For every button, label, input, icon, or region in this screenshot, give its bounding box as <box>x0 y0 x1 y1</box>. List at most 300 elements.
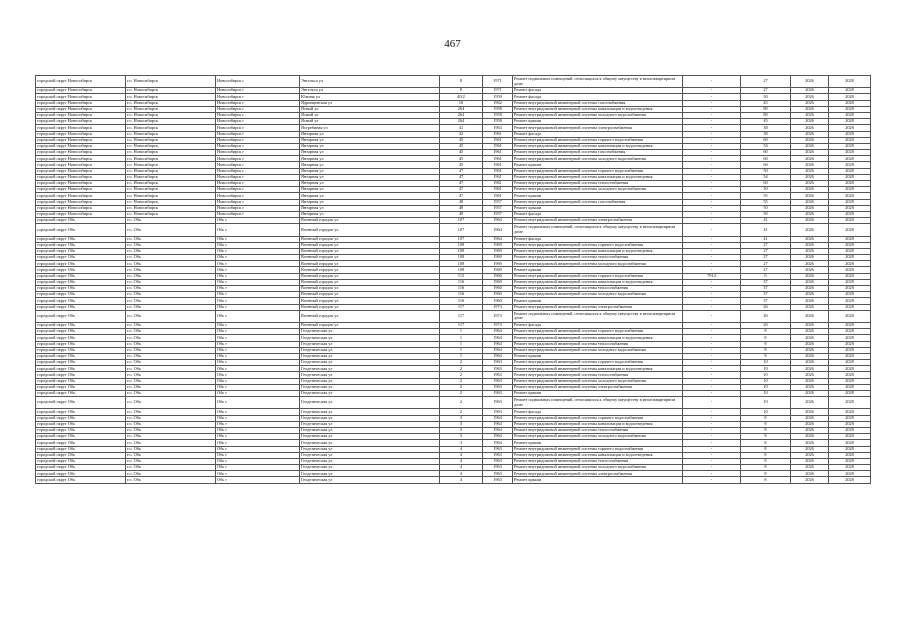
house-number-cell: 47 <box>440 181 483 187</box>
street-cell: Геодезическая ул <box>300 427 440 433</box>
end-year-cell: 2028 <box>829 187 871 193</box>
end-year-cell: 2028 <box>829 409 871 415</box>
municipality-cell: городской округ Новосибирск <box>36 150 126 156</box>
city-cell: Обь г <box>216 341 300 347</box>
locality-district-cell: г.о. Новосибирск <box>126 150 216 156</box>
value-cell: 60 <box>741 162 791 168</box>
street-cell: Янтарная ул <box>300 199 440 205</box>
start-year-cell: 2026 <box>791 162 829 168</box>
area-cell: - <box>683 242 741 248</box>
year-built-cell: 1963 <box>483 391 513 397</box>
municipality-cell: городской округ Новосибирск <box>36 125 126 131</box>
year-built-cell: 1973 <box>483 304 513 310</box>
value-cell: 41 <box>741 218 791 224</box>
city-cell: Новосибирск г <box>216 168 300 174</box>
start-year-cell: 2026 <box>791 106 829 112</box>
area-cell: - <box>683 88 741 94</box>
locality-district-cell: г.о. Новосибирск <box>126 181 216 187</box>
value-cell: 37 <box>741 298 791 304</box>
area-cell: - <box>683 267 741 273</box>
house-number-cell: 107 <box>440 224 483 236</box>
house-number-cell: 108 <box>440 255 483 261</box>
end-year-cell: 2028 <box>829 162 871 168</box>
area-cell: - <box>683 378 741 384</box>
locality-district-cell: г.о. Обь <box>126 248 216 254</box>
city-cell: Обь г <box>216 477 300 483</box>
street-cell: Геодезическая ул <box>300 477 440 483</box>
city-cell: Обь г <box>216 224 300 236</box>
house-number-cell: 2 <box>440 397 483 409</box>
start-year-cell: 2026 <box>791 211 829 217</box>
start-year-cell: 2026 <box>791 273 829 279</box>
area-cell: - <box>683 131 741 137</box>
house-number-cell: 3 <box>440 427 483 433</box>
end-year-cell: 2028 <box>829 94 871 100</box>
city-cell: Новосибирск г <box>216 187 300 193</box>
municipality-cell: городской округ Обь <box>36 335 126 341</box>
year-built-cell: 1971 <box>483 88 513 94</box>
street-cell: Геодезическая ул <box>300 440 440 446</box>
city-cell: Обь г <box>216 236 300 242</box>
work-type-cell: Ремонт внутридомовой инженерной системы холодного водоснабжения <box>513 112 683 118</box>
municipality-cell: городской округ Обь <box>36 452 126 458</box>
value-cell: 27 <box>741 242 791 248</box>
work-type-cell: Ремонт внутридомовой инженерной системы канализации и водоотведения <box>513 143 683 149</box>
end-year-cell: 2028 <box>829 174 871 180</box>
area-cell: - <box>683 187 741 193</box>
municipality-cell: городской округ Обь <box>36 322 126 328</box>
year-built-cell: 1961 <box>483 193 513 199</box>
start-year-cell: 2026 <box>791 261 829 267</box>
work-type-cell: Ремонт внутридомовой инженерной системы горячего водоснабжения <box>513 446 683 452</box>
start-year-cell: 2026 <box>791 150 829 156</box>
year-built-cell: 1969 <box>483 255 513 261</box>
city-cell: Обь г <box>216 248 300 254</box>
work-type-cell: Ремонт внутридомовой инженерной системы канализации и водоотведения <box>513 174 683 180</box>
work-type-cell: Ремонт фасада <box>513 322 683 328</box>
locality-district-cell: г.о. Новосибирск <box>126 168 216 174</box>
end-year-cell: 2028 <box>829 322 871 328</box>
work-type-cell: Ремонт внутридомовой инженерной системы теплоснабжения <box>513 427 683 433</box>
start-year-cell: 2026 <box>791 421 829 427</box>
city-cell: Обь г <box>216 384 300 390</box>
house-number-cell: 16 <box>440 100 483 106</box>
locality-district-cell: г.о. Новосибирск <box>126 211 216 217</box>
end-year-cell: 2028 <box>829 181 871 187</box>
repair-schedule-table <box>35 75 871 484</box>
house-number-cell: 2 <box>440 384 483 390</box>
start-year-cell: 2026 <box>791 335 829 341</box>
value-cell: 8 <box>741 440 791 446</box>
area-cell: - <box>683 347 741 353</box>
house-number-cell: 2 <box>440 378 483 384</box>
street-cell: Янтарная ул <box>300 156 440 162</box>
work-type-cell: Ремонт внутридомовой инженерной системы канализации и водоотведения <box>513 248 683 254</box>
year-built-cell: 1964 <box>483 440 513 446</box>
city-cell: Новосибирск г <box>216 94 300 100</box>
municipality-cell: городской округ Новосибирск <box>36 181 126 187</box>
locality-district-cell: г.о. Обь <box>126 218 216 224</box>
city-cell: Новосибирск г <box>216 150 300 156</box>
end-year-cell: 2028 <box>829 446 871 452</box>
locality-district-cell: г.о. Обь <box>126 415 216 421</box>
city-cell: Новосибирск г <box>216 137 300 143</box>
value-cell: 26 <box>741 304 791 310</box>
locality-district-cell: г.о. Обь <box>126 397 216 409</box>
year-built-cell: 1960 <box>483 298 513 304</box>
municipality-cell: городской округ Обь <box>36 286 126 292</box>
locality-district-cell: г.о. Обь <box>126 261 216 267</box>
locality-district-cell: г.о. Обь <box>126 440 216 446</box>
municipality-cell: городской округ Новосибирск <box>36 187 126 193</box>
area-cell: - <box>683 391 741 397</box>
end-year-cell: 2028 <box>829 440 871 446</box>
municipality-cell: городской округ Новосибирск <box>36 112 126 118</box>
municipality-cell: городской округ Новосибирск <box>36 143 126 149</box>
street-cell: Военный городок ул <box>300 218 440 224</box>
city-cell: Новосибирск г <box>216 88 300 94</box>
year-built-cell: 1969 <box>483 261 513 267</box>
start-year-cell: 2026 <box>791 452 829 458</box>
work-type-cell: Ремонт внутридомовой инженерной системы холодного водоснабжения <box>513 156 683 162</box>
end-year-cell: 2028 <box>829 100 871 106</box>
house-number-cell: 2 <box>440 360 483 366</box>
work-type-cell: Ремонт подвальных помещений, относящихся к общему имуществу в многоквартирном доме <box>513 310 683 322</box>
municipality-cell: городской округ Обь <box>36 378 126 384</box>
start-year-cell: 2026 <box>791 112 829 118</box>
municipality-cell: городской округ Обь <box>36 267 126 273</box>
year-built-cell: 1973 <box>483 322 513 328</box>
value-cell: 50 <box>741 211 791 217</box>
street-cell: Геодезическая ул <box>300 452 440 458</box>
house-number-cell: 41 <box>440 125 483 131</box>
end-year-cell: 2028 <box>829 427 871 433</box>
value-cell: 8 <box>741 329 791 335</box>
start-year-cell: 2026 <box>791 168 829 174</box>
end-year-cell: 2028 <box>829 193 871 199</box>
house-number-cell: 4 <box>440 465 483 471</box>
area-cell: - <box>683 298 741 304</box>
street-cell: Геодезическая ул <box>300 458 440 464</box>
house-number-cell: 8 <box>440 88 483 94</box>
start-year-cell: 2026 <box>791 174 829 180</box>
work-type-cell: Ремонт внутридомовой инженерной системы канализации и водоотведения <box>513 279 683 285</box>
house-number-cell: 107 <box>440 236 483 242</box>
end-year-cell: 2028 <box>829 211 871 217</box>
area-cell: - <box>683 94 741 100</box>
year-built-cell: 1961 <box>483 181 513 187</box>
end-year-cell: 2028 <box>829 366 871 372</box>
value-cell: 10 <box>741 397 791 409</box>
house-number-cell: 2 <box>440 372 483 378</box>
area-cell: - <box>683 119 741 125</box>
city-cell: Обь г <box>216 279 300 285</box>
start-year-cell: 2026 <box>791 329 829 335</box>
city-cell: Обь г <box>216 218 300 224</box>
municipality-cell: городской округ Обь <box>36 304 126 310</box>
year-built-cell: 1957 <box>483 211 513 217</box>
end-year-cell: 2028 <box>829 452 871 458</box>
value-cell: 10 <box>741 378 791 384</box>
street-cell: Янтарная ул <box>300 168 440 174</box>
house-number-cell: 45 <box>440 150 483 156</box>
end-year-cell: 2028 <box>829 347 871 353</box>
value-cell: 60 <box>741 181 791 187</box>
city-cell: Обь г <box>216 409 300 415</box>
work-type-cell: Ремонт крыши <box>513 353 683 359</box>
year-built-cell: 1964 <box>483 421 513 427</box>
start-year-cell: 2026 <box>791 193 829 199</box>
end-year-cell: 2028 <box>829 279 871 285</box>
work-type-cell: Ремонт крыши <box>513 298 683 304</box>
year-built-cell: 1964 <box>483 341 513 347</box>
street-cell: Военный городок ул <box>300 292 440 298</box>
start-year-cell: 2026 <box>791 199 829 205</box>
year-built-cell: 1963 <box>483 446 513 452</box>
end-year-cell: 2028 <box>829 341 871 347</box>
house-number-cell: 40/2 <box>440 94 483 100</box>
area-cell: - <box>683 292 741 298</box>
city-cell: Обь г <box>216 372 300 378</box>
end-year-cell: 2028 <box>829 329 871 335</box>
municipality-cell: городской округ Обь <box>36 446 126 452</box>
value-cell: 8 <box>741 427 791 433</box>
municipality-cell: городской округ Обь <box>36 465 126 471</box>
locality-district-cell: г.о. Новосибирск <box>126 106 216 112</box>
locality-district-cell: г.о. Обь <box>126 236 216 242</box>
street-cell: Геодезическая ул <box>300 341 440 347</box>
municipality-cell: городской округ Обь <box>36 397 126 409</box>
value-cell: 37 <box>741 279 791 285</box>
locality-district-cell: г.о. Обь <box>126 341 216 347</box>
city-cell: Обь г <box>216 465 300 471</box>
locality-district-cell: г.о. Обь <box>126 255 216 261</box>
street-cell: Геодезическая ул <box>300 372 440 378</box>
value-cell: 60 <box>741 150 791 156</box>
locality-district-cell: г.о. Обь <box>126 427 216 433</box>
street-cell: Ясный ул <box>300 112 440 118</box>
street-cell: Янтарная ул <box>300 137 440 143</box>
street-cell: Военный городок ул <box>300 310 440 322</box>
locality-district-cell: г.о. Новосибирск <box>126 187 216 193</box>
value-cell: 37 <box>741 286 791 292</box>
work-type-cell: Ремонт внутридомовой инженерной системы канализации и водоотведения <box>513 421 683 427</box>
street-cell: Военный городок ул <box>300 286 440 292</box>
start-year-cell: 2026 <box>791 125 829 131</box>
house-number-cell: 48 <box>440 199 483 205</box>
work-type-cell: Ремонт внутридомовой инженерной системы электроснабжения <box>513 384 683 390</box>
year-built-cell: 1963 <box>483 471 513 477</box>
work-type-cell: Ремонт внутридомовой инженерной системы электроснабжения <box>513 304 683 310</box>
area-cell: - <box>683 397 741 409</box>
area-cell: - <box>683 458 741 464</box>
start-year-cell: 2026 <box>791 131 829 137</box>
area-cell: - <box>683 205 741 211</box>
year-built-cell: 1963 <box>483 458 513 464</box>
end-year-cell: 2028 <box>829 199 871 205</box>
start-year-cell: 2026 <box>791 341 829 347</box>
value-cell: 27 <box>741 261 791 267</box>
end-year-cell: 2028 <box>829 384 871 390</box>
year-built-cell: 1973 <box>483 310 513 322</box>
house-number-cell: 2 <box>440 391 483 397</box>
work-type-cell: Ремонт внутридомовой инженерной системы холодного водоснабжения <box>513 434 683 440</box>
end-year-cell: 2028 <box>829 434 871 440</box>
city-cell: Обь г <box>216 366 300 372</box>
locality-district-cell: г.о. Обь <box>126 335 216 341</box>
value-cell: 38 <box>741 125 791 131</box>
start-year-cell: 2026 <box>791 224 829 236</box>
start-year-cell: 2026 <box>791 218 829 224</box>
end-year-cell: 2028 <box>829 372 871 378</box>
city-cell: Обь г <box>216 391 300 397</box>
municipality-cell: городской округ Новосибирск <box>36 88 126 94</box>
municipality-cell: городской округ Новосибирск <box>36 193 126 199</box>
area-cell: - <box>683 279 741 285</box>
city-cell: Обь г <box>216 440 300 446</box>
year-built-cell: 1964 <box>483 347 513 353</box>
municipality-cell: городской округ Обь <box>36 218 126 224</box>
area-cell: - <box>683 353 741 359</box>
end-year-cell: 2028 <box>829 397 871 409</box>
house-number-cell: 47 <box>440 168 483 174</box>
end-year-cell: 2028 <box>829 421 871 427</box>
value-cell: 8 <box>741 452 791 458</box>
city-cell: Новосибирск г <box>216 143 300 149</box>
municipality-cell: городской округ Новосибирск <box>36 137 126 143</box>
work-type-cell: Ремонт крыши <box>513 119 683 125</box>
work-type-cell: Ремонт фасада <box>513 211 683 217</box>
locality-district-cell: г.о. Новосибирск <box>126 137 216 143</box>
municipality-cell: городской округ Обь <box>36 236 126 242</box>
area-cell: - <box>683 76 741 88</box>
end-year-cell: 2028 <box>829 106 871 112</box>
street-cell: Военный городок ул <box>300 279 440 285</box>
area-cell: - <box>683 211 741 217</box>
end-year-cell: 2028 <box>829 261 871 267</box>
locality-district-cell: г.о. Обь <box>126 360 216 366</box>
street-cell: Геодезическая ул <box>300 409 440 415</box>
street-cell: Геодезическая ул <box>300 378 440 384</box>
year-built-cell: 1963 <box>483 452 513 458</box>
locality-district-cell: г.о. Обь <box>126 446 216 452</box>
value-cell: 60 <box>741 156 791 162</box>
value-cell: 10 <box>741 409 791 415</box>
street-cell: Янтарная ул <box>300 162 440 168</box>
street-cell: Геодезическая ул <box>300 384 440 390</box>
table-body <box>36 76 871 484</box>
year-built-cell: 1963 <box>483 384 513 390</box>
locality-district-cell: г.о. Новосибирск <box>126 174 216 180</box>
municipality-cell: городской округ Обь <box>36 421 126 427</box>
locality-district-cell: г.о. Обь <box>126 322 216 328</box>
municipality-cell: городской округ Обь <box>36 458 126 464</box>
city-cell: Обь г <box>216 267 300 273</box>
start-year-cell: 2026 <box>791 477 829 483</box>
locality-district-cell: г.о. Новосибирск <box>126 88 216 94</box>
municipality-cell: городской округ Обь <box>36 248 126 254</box>
end-year-cell: 2028 <box>829 477 871 483</box>
table-row <box>36 224 871 236</box>
year-built-cell: 1957 <box>483 199 513 205</box>
house-number-cell: 48 <box>440 211 483 217</box>
year-built-cell: 1971 <box>483 76 513 88</box>
municipality-cell: городской округ Обь <box>36 391 126 397</box>
work-type-cell: Ремонт внутридомовой инженерной системы горячего водоснабжения <box>513 137 683 143</box>
municipality-cell: городской округ Обь <box>36 273 126 279</box>
end-year-cell: 2028 <box>829 310 871 322</box>
area-cell: - <box>683 341 741 347</box>
house-number-cell: 2 <box>440 409 483 415</box>
area-cell: - <box>683 409 741 415</box>
house-number-cell: 4 <box>440 458 483 464</box>
area-cell: - <box>683 446 741 452</box>
year-built-cell: 1963 <box>483 372 513 378</box>
start-year-cell: 2026 <box>791 100 829 106</box>
city-cell: Обь г <box>216 353 300 359</box>
value-cell: 50 <box>741 205 791 211</box>
table-row <box>36 477 871 483</box>
house-number-cell: 3 <box>440 415 483 421</box>
house-number-cell: 108 <box>440 248 483 254</box>
city-cell: Новосибирск г <box>216 76 300 88</box>
municipality-cell: городской округ Обь <box>36 279 126 285</box>
city-cell: Обь г <box>216 434 300 440</box>
area-cell: - <box>683 427 741 433</box>
municipality-cell: городской округ Обь <box>36 329 126 335</box>
street-cell: Янтарная ул <box>300 193 440 199</box>
house-number-cell: 116 <box>440 279 483 285</box>
house-number-cell: 45 <box>440 162 483 168</box>
year-built-cell: 1969 <box>483 242 513 248</box>
house-number-cell: 47 <box>440 174 483 180</box>
value-cell: 26 <box>741 322 791 328</box>
house-number-cell: 3 <box>440 434 483 440</box>
start-year-cell: 2026 <box>791 353 829 359</box>
start-year-cell: 2026 <box>791 255 829 261</box>
start-year-cell: 2026 <box>791 298 829 304</box>
locality-district-cell: г.о. Обь <box>126 347 216 353</box>
municipality-cell: городской округ Обь <box>36 261 126 267</box>
street-cell: Геодезическая ул <box>300 335 440 341</box>
city-cell: Обь г <box>216 335 300 341</box>
city-cell: Обь г <box>216 378 300 384</box>
municipality-cell: городской округ Обь <box>36 347 126 353</box>
street-cell: Южная ул <box>300 94 440 100</box>
start-year-cell: 2026 <box>791 267 829 273</box>
city-cell: Обь г <box>216 427 300 433</box>
year-built-cell: 1961 <box>483 162 513 168</box>
municipality-cell: городской округ Новосибирск <box>36 199 126 205</box>
end-year-cell: 2028 <box>829 415 871 421</box>
area-cell: - <box>683 415 741 421</box>
street-cell: Военный городок ул <box>300 273 440 279</box>
locality-district-cell: г.о. Обь <box>126 378 216 384</box>
municipality-cell: городской округ Обь <box>36 440 126 446</box>
value-cell: 55 <box>741 193 791 199</box>
house-number-cell: 45 <box>440 137 483 143</box>
street-cell: Военный городок ул <box>300 255 440 261</box>
work-type-cell: Ремонт фасада <box>513 236 683 242</box>
year-built-cell: 1958 <box>483 112 513 118</box>
street-cell: Геодезическая ул <box>300 397 440 409</box>
street-cell: Ясный ул <box>300 119 440 125</box>
house-number-cell: 116 <box>440 298 483 304</box>
work-type-cell: Ремонт внутридомовой инженерной системы канализации и водоотведения <box>513 452 683 458</box>
end-year-cell: 2028 <box>829 360 871 366</box>
value-cell: 80 <box>741 106 791 112</box>
locality-district-cell: г.о. Обь <box>126 242 216 248</box>
